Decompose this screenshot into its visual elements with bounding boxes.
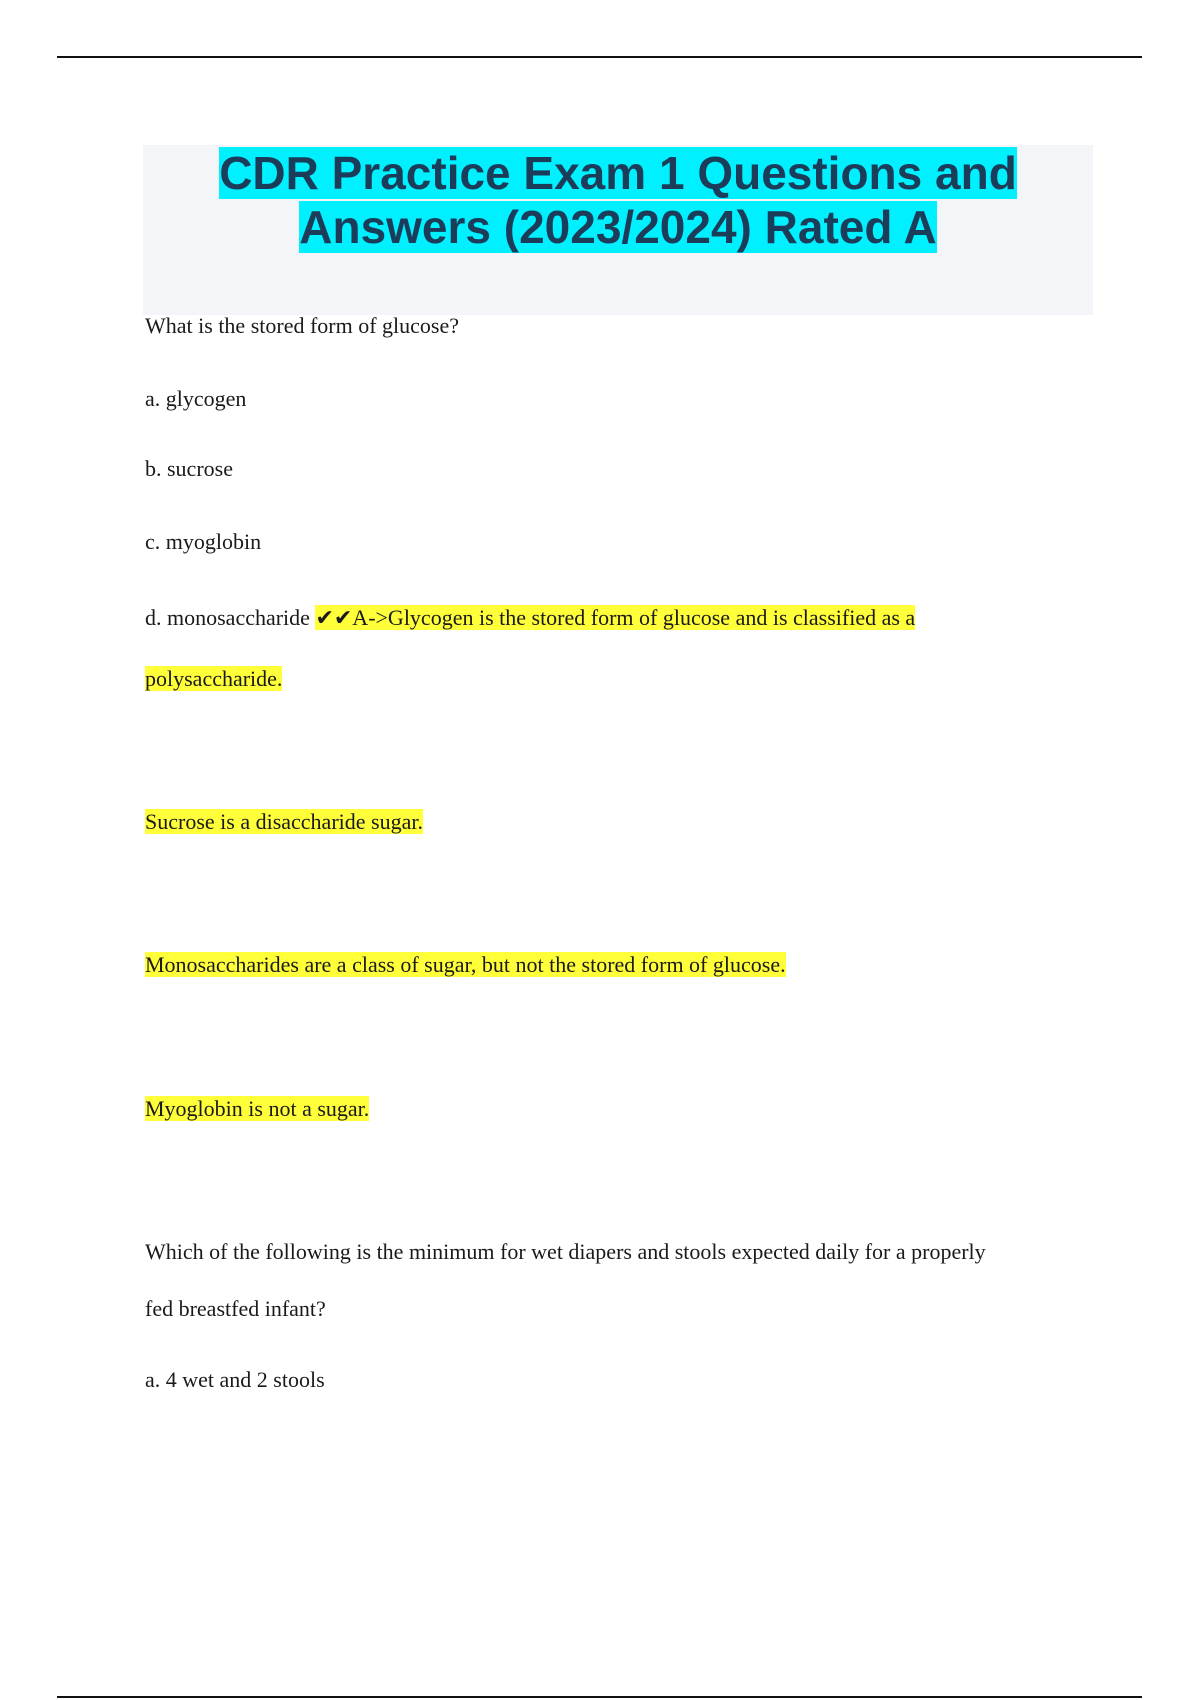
title-line-2: Answers (2023/2024) Rated A [299,201,937,253]
question-1-option-a: a. glycogen [145,386,247,411]
header-rule [57,56,1142,58]
question-1-option-b: b. sucrose [145,456,233,481]
explanation-myoglobin: Myoglobin is not a sugar. [145,1096,370,1121]
explanation-3-row [145,1095,369,1123]
question-1-option-d: d. monosaccharide [145,605,310,630]
question-2-option-a: a. 4 wet and 2 stools [145,1367,325,1392]
explanation-1-row [145,808,423,836]
question-1-option-c: c. myoglobin [145,529,262,554]
question-1-answer-line-1: ✔✔A->Glycogen is the stored form of glucose and is classified as a [315,605,916,630]
explanation-2-row [145,951,786,979]
question-1-text: What is the stored form of glucose? [145,313,460,338]
question-1-answer-line-2-row [145,665,282,693]
document-title [143,145,1093,254]
question-1-option-d-row [145,604,915,632]
explanation-sucrose: Sucrose is a disaccharide sugar. [145,809,423,834]
question-2-text-line-1: Which of the following is the minimum for wet diapers and stools expected daily for a properly [145,1239,986,1264]
explanation-monosaccharides: Monosaccharides are a class of sugar, but not the stored form of glucose. [145,952,786,977]
title-line-1: CDR Practice Exam 1 Questions and [219,147,1017,199]
question-1-answer-line-2: polysaccharide. [145,666,283,691]
question-2-text-line-2: fed breastfed infant? [145,1296,326,1321]
title-banner [143,145,1093,315]
footer-rule [57,1696,1142,1698]
